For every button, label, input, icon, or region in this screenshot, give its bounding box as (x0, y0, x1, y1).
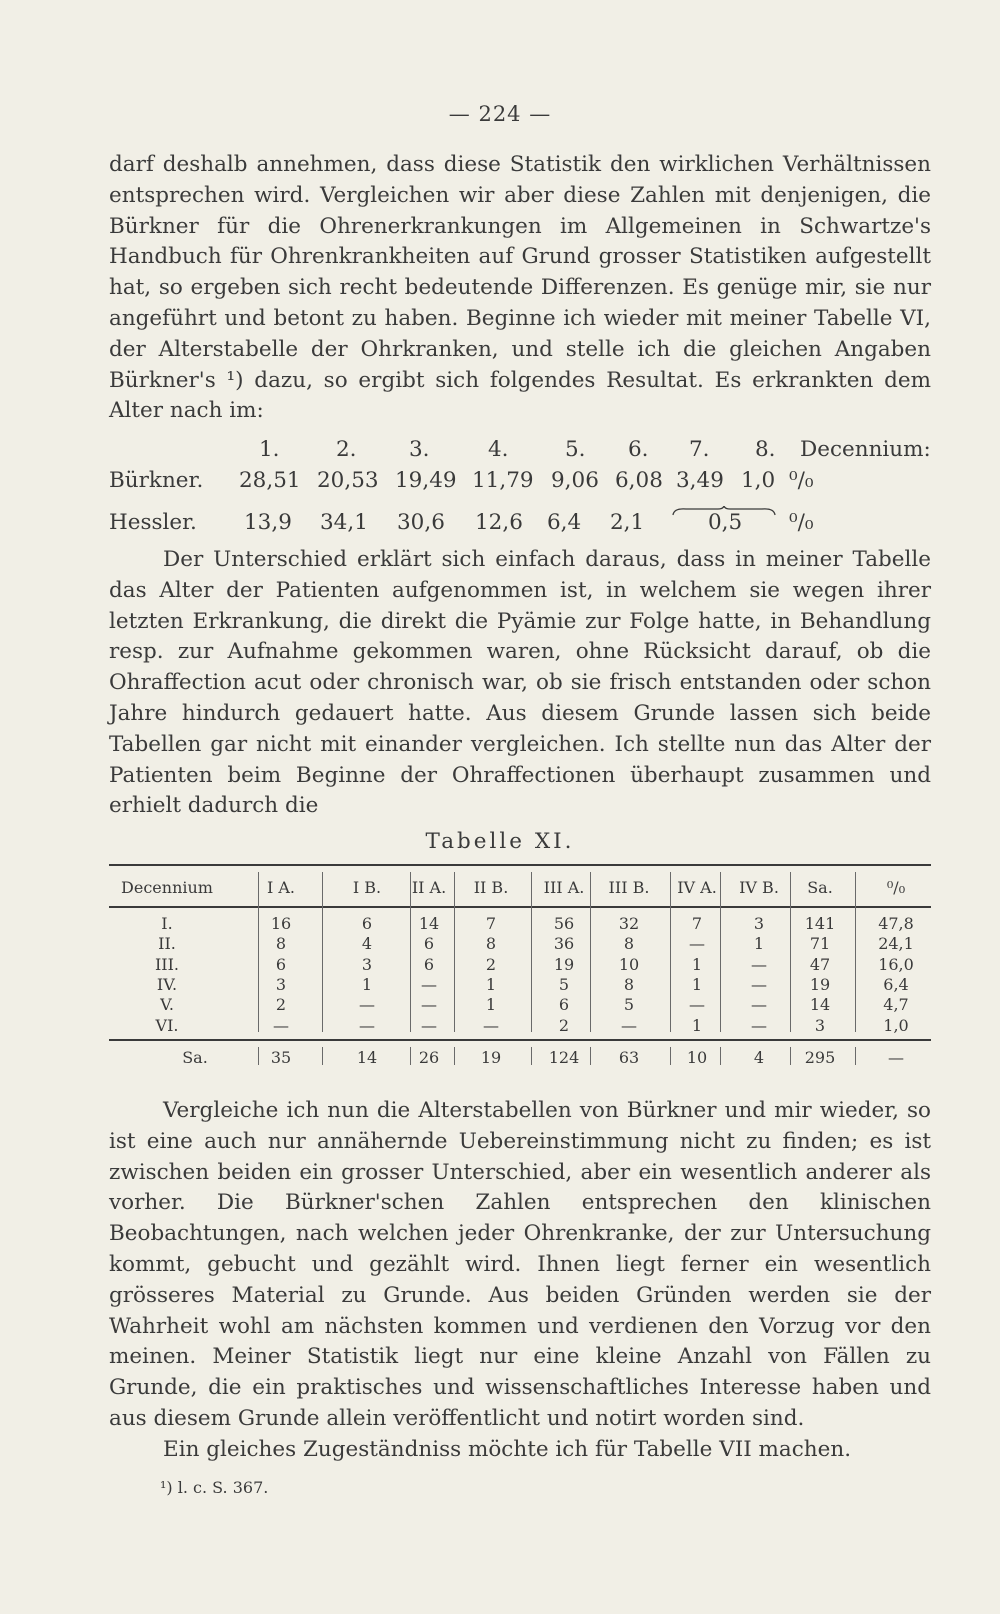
table-header-cell: III B. (608, 878, 650, 897)
table-row-label: VI. (155, 1015, 179, 1035)
table-cell: 3 (275, 974, 287, 994)
table-cell: 7 (691, 914, 703, 933)
hessler-label: Hessler. (109, 510, 197, 535)
table-cell: — (621, 1015, 637, 1035)
table-cell: — (751, 954, 767, 974)
comparison-hessler-row (109, 510, 939, 540)
table-sum-cell: 63 (618, 1048, 640, 1067)
buerkner-value: 11,79 (472, 468, 534, 493)
table-cell: 8 (623, 934, 635, 954)
table-row-label: III. (154, 954, 180, 974)
table-cell: 6 (423, 954, 435, 974)
comparison-header: 4. (488, 437, 509, 462)
table-cell: 5 (558, 974, 570, 994)
table-cell: 71 (809, 934, 831, 954)
hessler-value: 2,1 (610, 510, 645, 535)
table-cell: 16,0 (878, 954, 914, 974)
hessler-value: 12,6 (475, 510, 523, 535)
table-cell: 10 (618, 954, 640, 974)
paragraph-4: Ein gleiches Zugeständniss möchte ich für Tabelle VII machen. (163, 1437, 852, 1462)
table-top-rule (109, 864, 931, 866)
table-cell: 6 (423, 934, 435, 954)
table-cell: — (273, 1015, 289, 1035)
table-cell: 1 (361, 974, 373, 994)
table-cell: 3 (814, 1015, 826, 1035)
comparison-header: 5. (565, 437, 586, 462)
table-cell: 19 (553, 954, 575, 974)
buerkner-value: 20,53 (317, 468, 379, 493)
buerkner-value: 6,08 (615, 468, 663, 493)
table-cell: 1 (691, 954, 703, 974)
table-header-cell: III A. (543, 878, 585, 897)
comparison-header-decennium: Decennium: (800, 437, 931, 462)
percent-unit: ⁰/₀ (789, 510, 814, 535)
table-cell: 7 (485, 914, 497, 933)
table-cell: — (751, 995, 767, 1015)
table-cell: 14 (418, 914, 440, 933)
table-cell: 56 (553, 914, 575, 933)
table-cell: 24,1 (878, 934, 914, 954)
table-cell: 8 (623, 974, 635, 994)
table-sum-cell: 10 (686, 1048, 708, 1067)
buerkner-value: 3,49 (676, 468, 724, 493)
table-cell: — (359, 995, 375, 1015)
table-cell: 4 (361, 934, 373, 954)
table-header-cell: II B. (473, 878, 509, 897)
hessler-value: 34,1 (320, 510, 368, 535)
table-cell: — (751, 1015, 767, 1035)
buerkner-value: 9,06 (551, 468, 599, 493)
table-header-rule (109, 906, 931, 908)
table-cell: 2 (485, 954, 497, 974)
table-cell: — (421, 995, 437, 1015)
buerkner-value: 28,51 (239, 468, 301, 493)
table-cell: 6,4 (883, 974, 909, 994)
table-cell: 47 (809, 954, 831, 974)
hessler-value: 13,9 (244, 510, 292, 535)
table-cell: 8 (485, 934, 497, 954)
table-cell: 16 (270, 914, 292, 933)
table-sum-rule (109, 1039, 931, 1041)
comparison-header: 7. (689, 437, 710, 462)
table-cell: — (359, 1015, 375, 1035)
table-row-label: IV. (156, 974, 178, 994)
comparison-header: 1. (259, 437, 280, 462)
table-column-divider (855, 872, 856, 1032)
hessler-value: 0,5 (708, 510, 743, 535)
paragraph-1: darf deshalb annehmen, dass diese Statistik den wirklichen Verhältnissen entsprechen wird. Vergleichen wir aber diese Zahlen mit denjenigen, die Bürkner für die Ohrenerkrankungen im Allgemeinen in Schwartze's Handbuch für Ohrenkrankheiten auf Grund grosser Statistiken aufgestellt hat, so ergeben sich recht bedeutende Differenzen. Es genüge mir, sie nur angeführt und betont zu haben. Beginne ich wieder mit meiner Tabelle VI, der Alterstabelle der Ohrkranken, und stelle ich die gleichen Angaben Bürkner's ¹) dazu, so ergibt sich folgendes Resultat. Es erkrankten dem Alter nach im: (109, 152, 931, 424)
table-cell: 19 (809, 974, 831, 994)
table-cell: 47,8 (878, 914, 914, 933)
table-sum-cell: 295 (804, 1048, 836, 1067)
table-cell: 5 (623, 995, 635, 1015)
table-sum-cell: 26 (418, 1048, 440, 1067)
table-cell: 1 (691, 974, 703, 994)
buerkner-value: 19,49 (395, 468, 457, 493)
table-cell: 2 (275, 995, 287, 1015)
buerkner-label: Bürkner. (109, 468, 204, 493)
table-cell: 4,7 (883, 995, 909, 1015)
table-row-label: I. (161, 914, 173, 933)
table-sum-cell: 19 (480, 1048, 502, 1067)
percent-unit: ⁰/₀ (789, 468, 814, 493)
table-cell: 1 (485, 995, 497, 1015)
table-column-divider (322, 1047, 323, 1065)
comparison-header: 2. (336, 437, 357, 462)
table-cell: 6 (558, 995, 570, 1015)
table-header-cell: II A. (411, 878, 447, 897)
table-header-cell: Sa. (807, 878, 833, 897)
table-cell: 141 (804, 914, 836, 933)
table-cell: — (421, 974, 437, 994)
table-header-cell: Decennium (121, 878, 213, 897)
table-column-divider (855, 1047, 856, 1065)
table-sum-cell: 14 (356, 1048, 378, 1067)
table-header-cell: I A. (266, 878, 296, 897)
table-cell: — (689, 934, 705, 954)
buerkner-value: 1,0 (741, 468, 776, 493)
table-cell: — (751, 974, 767, 994)
table-cell: 6 (361, 914, 373, 933)
table-header-cell: ⁰/₀ (886, 878, 906, 897)
table-cell: 1 (485, 974, 497, 994)
hessler-value: 6,4 (547, 510, 582, 535)
table-sum-cell: — (888, 1048, 904, 1067)
table-sum-cell: 4 (753, 1048, 765, 1067)
table-cell: 3 (361, 954, 373, 974)
table-cell: 1 (691, 1015, 703, 1035)
table-cell: — (689, 995, 705, 1015)
table-row-label: V. (160, 995, 174, 1015)
table-sum-cell: 124 (548, 1048, 580, 1067)
page-number: — 224 — (448, 102, 552, 126)
table-cell: — (483, 1015, 499, 1035)
table-cell: 2 (558, 1015, 570, 1035)
grouping-brace (672, 506, 776, 516)
comparison-buerkner-row (109, 468, 939, 498)
table-cell: 36 (553, 934, 575, 954)
table-cell: 14 (809, 995, 831, 1015)
table-row-label: II. (158, 934, 176, 954)
comparison-header: 3. (409, 437, 430, 462)
paragraph-2: Der Unterschied erklärt sich einfach daraus, dass in meiner Tabelle das Alter der Patienten aufgenommen ist, in welchem sie wegen ihrer letzten Erkrankung, die direkt die Pyämie zur Folge hatte, in Behandlung resp. zur Aufnahme gekommen waren, ohne Rücksicht darauf, ob die Ohraffection acut oder chronisch war, ob sie frisch entstanden oder schon Jahre hindurch gedauert hatte. Aus diesem Grunde lassen sich beide Tabellen gar nicht mit einander vergleichen. Ich stellte nun das Alter der Patienten beim Beginne der Ohraffectionen überhaupt zusammen und erhielt dadurch die (109, 547, 931, 819)
comparison-header-row (109, 437, 939, 467)
hessler-value: 30,6 (397, 510, 445, 535)
table-header-cell: IV A. (677, 878, 717, 897)
table-sum-label: Sa. (182, 1048, 208, 1067)
table-cell: 8 (275, 934, 287, 954)
table-sum-cell: 35 (270, 1048, 292, 1067)
table-cell: 1,0 (883, 1015, 909, 1035)
table-cell: 3 (753, 914, 765, 933)
table-header-cell: IV B. (739, 878, 779, 897)
comparison-header: 8. (755, 437, 776, 462)
table-column-divider (322, 872, 323, 1032)
table-cell: — (421, 1015, 437, 1035)
footnote: ¹) l. c. S. 367. (160, 1478, 269, 1497)
table-cell: 6 (275, 954, 287, 974)
table-header-cell: I B. (352, 878, 382, 897)
table-xi (109, 864, 931, 1067)
table-cell: 32 (618, 914, 640, 933)
table-cell: 1 (753, 934, 765, 954)
comparison-header: 6. (628, 437, 649, 462)
table-title: Tabelle XI. (425, 829, 575, 854)
paragraph-3: Vergleiche ich nun die Alterstabellen von Bürkner und mir wieder, so ist eine auch nur annähernde Uebereinstimmung nicht zu finden; es ist zwischen beiden ein grosser Unterschied, aber ein wesentlich anderer als vorher. Die Bürkner'schen Zahlen entsprechen den klinischen Beobachtungen, nach welchen jeder Ohrenkranke, der zur Untersuchung kommt, gebucht und gezählt wird. Ihnen liegt ferner ein wesentlich grösseres Material zu Grunde. Aus beiden Gründen werden sie der Wahrheit wohl am nächsten kommen und verdienen den Vorzug vor den meinen. Meiner Statistik liegt nur eine kleine Anzahl von Fällen zu Grunde, die ein praktisches und wissenschaftliches Interesse haben und aus diesem Grunde allein veröffentlicht und notirt worden sind. (109, 1098, 931, 1431)
